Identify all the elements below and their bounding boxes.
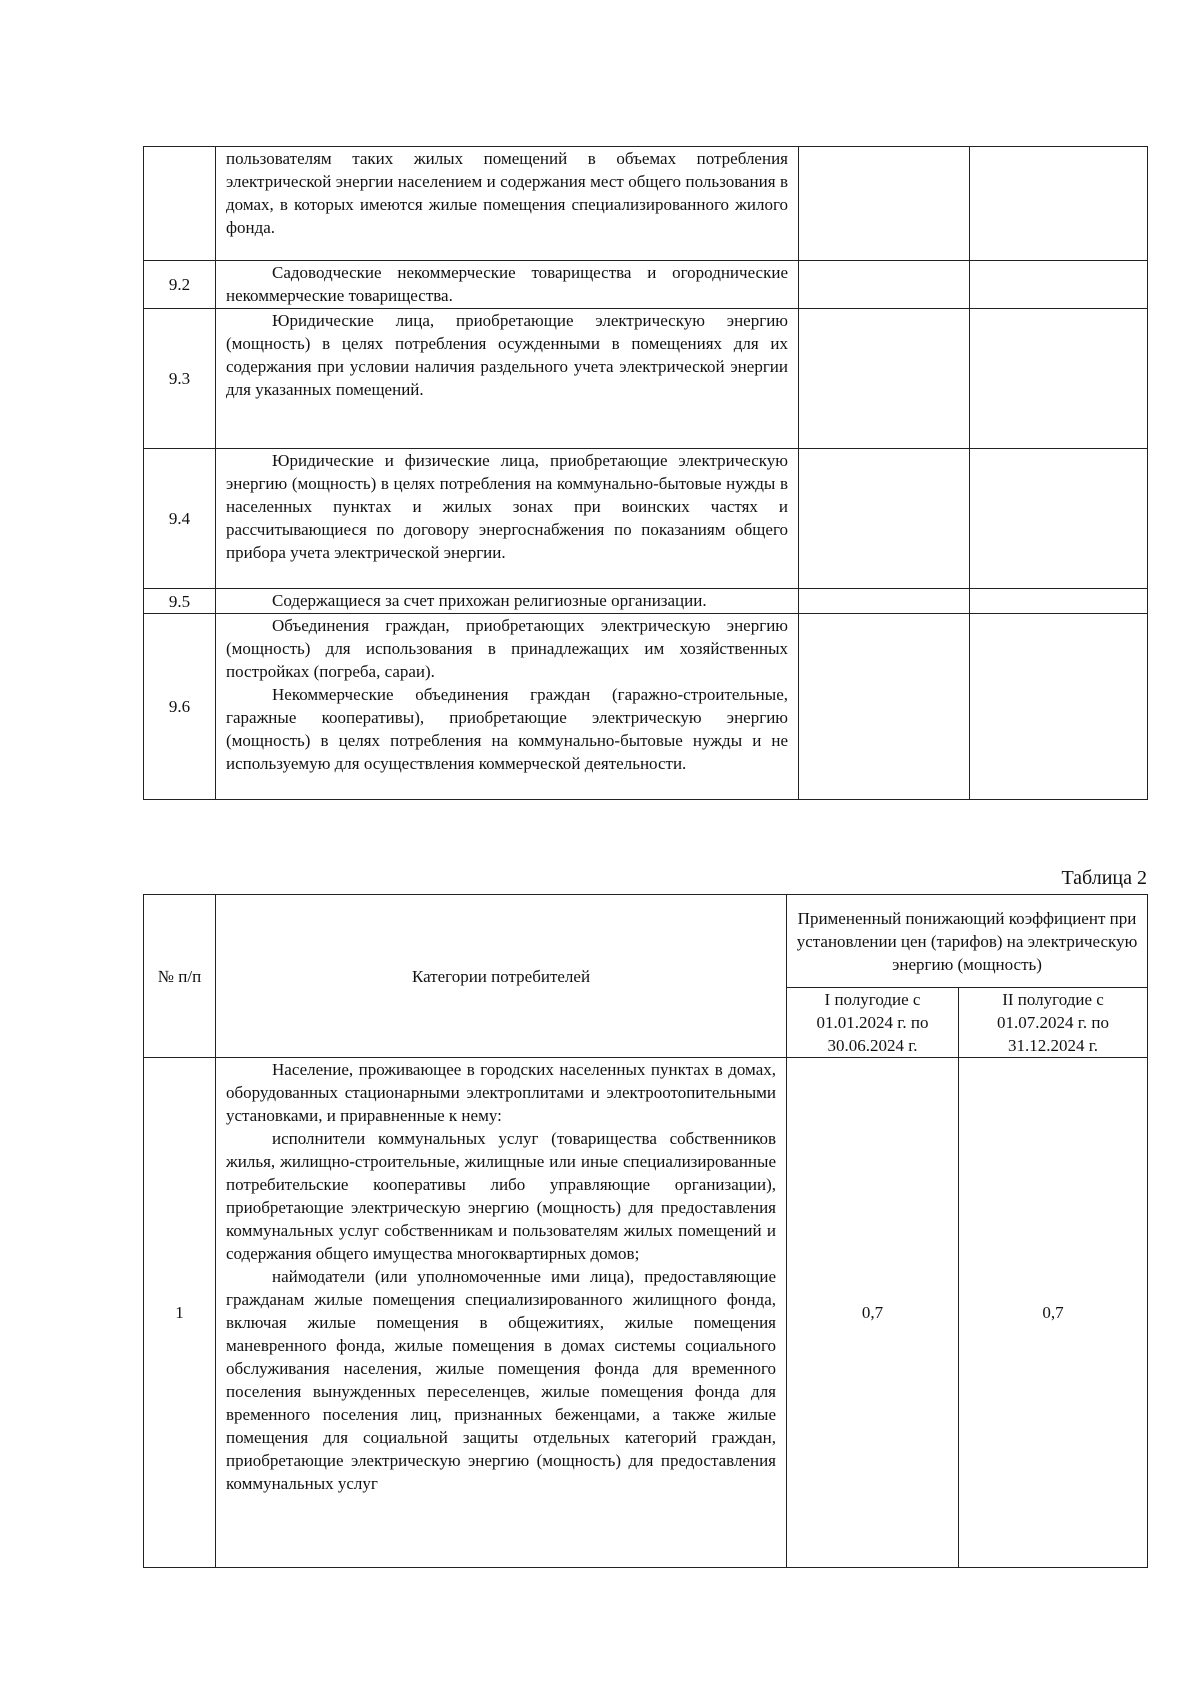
empty-cell	[799, 589, 970, 614]
row-number: 1	[144, 1058, 216, 1568]
category-text: наймодатели (или уполномоченные ими лица), предоставляющие гражданам жилые помещения специализированного жилищного фонда, включая жилые помещения в общежитиях, жилые помещения маневренного фонда, жилые помещения в домах системы социального обслуживания населения, жилые помещения фонда для временного поселения вынужденных переселенцев, жилые помещения фонда для временного поселения лиц, признанных беженцами, а также жилые помещения для социальной защиты отдельных категорий граждан, приобретающие электрическую энергию (мощность) для предоставления коммунальных услуг	[226, 1267, 776, 1493]
table-row	[144, 614, 1148, 800]
empty-cell	[970, 261, 1148, 309]
empty-cell	[799, 614, 970, 800]
category-text: Некоммерческие объединения граждан (гаражно-строительные, гаражные кооперативы), приобретающие электрическую энергию (мощность) в целях потребления на коммунально-бытовые нужды и не используемую для осуществления коммерческой деятельности.	[226, 685, 788, 773]
category-text: исполнители коммунальных услуг (товарищества собственников жилья, жилищно-строительные, жилищные или иные специализированные потребительские кооперативы либо управляющие организации), приобретающие электрическую энергию (мощность) для предоставления коммунальных услуг собственникам и пользователям жилых помещений и содержания общего имущества многоквартирных домов;	[226, 1129, 776, 1263]
table-row	[144, 309, 1148, 449]
empty-cell	[970, 449, 1148, 589]
header-coefficient: Примененный понижающий коэффициент при установлении цен (тарифов) на электрическую энергию (мощность)	[787, 895, 1148, 988]
empty-cell	[970, 589, 1148, 614]
empty-cell	[970, 147, 1148, 261]
category-text: Население, проживающее в городских населенных пунктах в домах, оборудованных стационарными электроплитами и электроотопительными установками, и приравненные к нему:	[226, 1060, 776, 1125]
category-text: Садоводческие некоммерческие товарищества и огороднические некоммерческие товарищества.	[226, 263, 788, 305]
category-cell	[216, 1058, 787, 1568]
table-header-row	[144, 895, 1148, 988]
empty-cell	[970, 614, 1148, 800]
coefficient-period-1: 0,7	[787, 1058, 959, 1568]
table-row	[144, 147, 1148, 261]
table-row	[144, 449, 1148, 589]
row-number: 9.6	[144, 614, 216, 800]
category-cell	[216, 589, 799, 614]
category-text: пользователям таких жилых помещений в объемах потребления электрической энергии населением и содержания мест общего пользования в домах, в которых имеются жилые помещения специализированного жилого фонда.	[226, 149, 788, 237]
empty-cell	[799, 147, 970, 261]
continued-consumer-table	[143, 146, 1148, 800]
empty-cell	[799, 261, 970, 309]
table-row	[144, 261, 1148, 309]
coefficient-period-2: 0,7	[959, 1058, 1148, 1568]
empty-cell	[970, 309, 1148, 449]
category-cell	[216, 614, 799, 800]
category-text: Содержащиеся за счет прихожан религиозные организации.	[272, 591, 707, 610]
row-number	[144, 147, 216, 261]
category-cell	[216, 147, 799, 261]
header-number: № п/п	[144, 895, 216, 1058]
coefficient-table	[143, 894, 1148, 1568]
header-category: Категории потребителей	[216, 895, 787, 1058]
row-number: 9.4	[144, 449, 216, 589]
category-text: Юридические лица, приобретающие электрическую энергию (мощность) в целях потребления осужденными в помещениях для их содержания при условии наличия раздельного учета электрической энергии для указанных помещений.	[226, 311, 788, 399]
category-text: Объединения граждан, приобретающих электрическую энергию (мощность) для использования в принадлежащих им хозяйственных постройках (погреба, сараи).	[226, 616, 788, 681]
row-number: 9.5	[144, 589, 216, 614]
row-number: 9.3	[144, 309, 216, 449]
empty-cell	[799, 309, 970, 449]
table-row	[144, 589, 1148, 614]
category-cell	[216, 449, 799, 589]
header-period-1: I полугодие с 01.01.2024 г. по 30.06.2024 г.	[787, 988, 959, 1058]
table-caption: Таблица 2	[1061, 867, 1147, 889]
row-number: 9.2	[144, 261, 216, 309]
empty-cell	[799, 449, 970, 589]
header-period-2: II полугодие с 01.07.2024 г. по 31.12.2024 г.	[959, 988, 1148, 1058]
category-cell	[216, 309, 799, 449]
category-cell	[216, 261, 799, 309]
category-text: Юридические и физические лица, приобретающие электрическую энергию (мощность) в целях потребления на коммунально-бытовые нужды в населенных пунктах и жилых зонах при воинских частях и рассчитывающиеся по договору энергоснабжения по показаниям общего прибора учета электрической энергии.	[226, 451, 788, 562]
table-row	[144, 1058, 1148, 1568]
